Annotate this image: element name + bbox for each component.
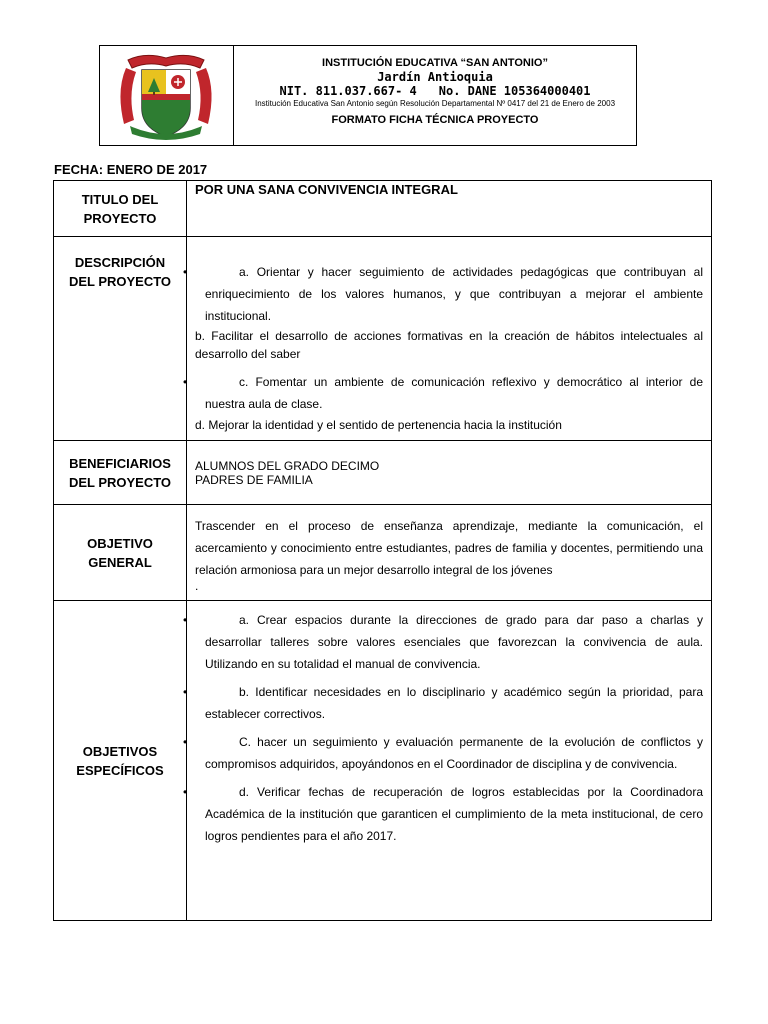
value-titulo: POR UNA SANA CONVIVENCIA INTEGRAL [187, 181, 712, 237]
list-item: • a. Crear espacios durante la direcciones de grado para dar paso a charlas y desarrollar talleres sobre valores esenciales que favorezcan la convivencia de aula. Utilizando en su totalidad el manual de convivencia. [195, 609, 703, 675]
row-descripcion [54, 237, 712, 441]
header-box [99, 45, 637, 146]
row-objetivo-general [54, 505, 712, 601]
nit-number: NIT. 811.037.667- 4 [279, 84, 417, 98]
list-item: d. Mejorar la identidad y el sentido de pertenencia hacia la institución [195, 418, 562, 432]
list-item: • c. Fomentar un ambiente de comunicación reflexivo y democrático al interior de nuestra aula de clase. [195, 371, 703, 415]
beneficiary-line: ALUMNOS DEL GRADO DECIMO [195, 459, 380, 473]
logo-cell [100, 46, 234, 145]
label-descripcion: DESCRIPCIÓN DEL PROYECTO [54, 237, 187, 441]
list-item: b. Facilitar el desarrollo de acciones formativas en la creación de hábitos intelectuales al desarrollo del saber [195, 329, 703, 361]
row-beneficiarios [54, 441, 712, 505]
nit-dane-line [234, 84, 636, 98]
town-name: Jardín Antioquia [377, 70, 493, 84]
label-objetivos-especificos: OBJETIVOS ESPECÍFICOS [54, 601, 187, 921]
list-item: • b. Identificar necesidades en lo disciplinario y académico según la prioridad, para establecer correctivos. [195, 681, 703, 725]
value-objetivo-general: Trascender en el proceso de enseñanza aprendizaje, mediante la comunicación, el acercamiento y conocimiento entre estudiantes, padres de familia y docentes, permitiendo una relación armoniosa para un mejor desarrollo integral de los jóvenes . [187, 505, 712, 601]
bullet-icon: • [183, 375, 188, 389]
value-objetivos-especificos [183, 601, 712, 921]
bullet-icon: • [183, 685, 188, 699]
school-crest-logo [100, 46, 233, 145]
document-date: FECHA: ENERO DE 2017 [54, 162, 208, 177]
institution-name: INSTITUCIÓN EDUCATIVA “SAN ANTONIO” [322, 57, 548, 69]
bullet-icon: • [183, 735, 188, 749]
project-table [53, 180, 712, 921]
value-beneficiarios [187, 441, 712, 505]
label-objetivo-general: OBJETIVO GENERAL [54, 505, 187, 601]
list-item: • d. Verificar fechas de recuperación de logros establecidas por la Coordinadora Académica de la institución que garanticen el cumplimiento de la meta institucional, de cero logros pendientes para el año 2017. [195, 781, 703, 847]
label-beneficiarios: BENEFICIARIOS DEL PROYECTO [54, 441, 187, 505]
resolution-text: Institución Educativa San Antonio según Resolución Departamental Nº 0417 del 21 de Enero de 2003 [254, 99, 616, 108]
bullet-icon: • [183, 613, 188, 627]
bullet-icon: • [183, 785, 188, 799]
format-title: FORMATO FICHA TÉCNICA PROYECTO [331, 114, 539, 126]
row-objetivos-especificos [54, 601, 712, 921]
row-titulo [54, 181, 712, 237]
bullet-icon: • [183, 265, 188, 279]
beneficiary-line: PADRES DE FAMILIA [195, 473, 313, 487]
dane-number: No. DANE 105364000401 [438, 84, 591, 98]
label-titulo: TITULO DEL PROYECTO [54, 181, 187, 237]
value-descripcion [183, 237, 712, 441]
header-text [234, 46, 636, 145]
list-item: • a. Orientar y hacer seguimiento de actividades pedagógicas que contribuyan al enriquecimiento de los valores humanos, y que contribuyan a mejorar el ambiente institucional. [195, 261, 703, 327]
list-item: • C. hacer un seguimiento y evaluación permanente de la evolución de conflictos y compromisos adquiridos, apoyándonos en el Coordinador de disciplina y de convivencia. [195, 731, 703, 775]
